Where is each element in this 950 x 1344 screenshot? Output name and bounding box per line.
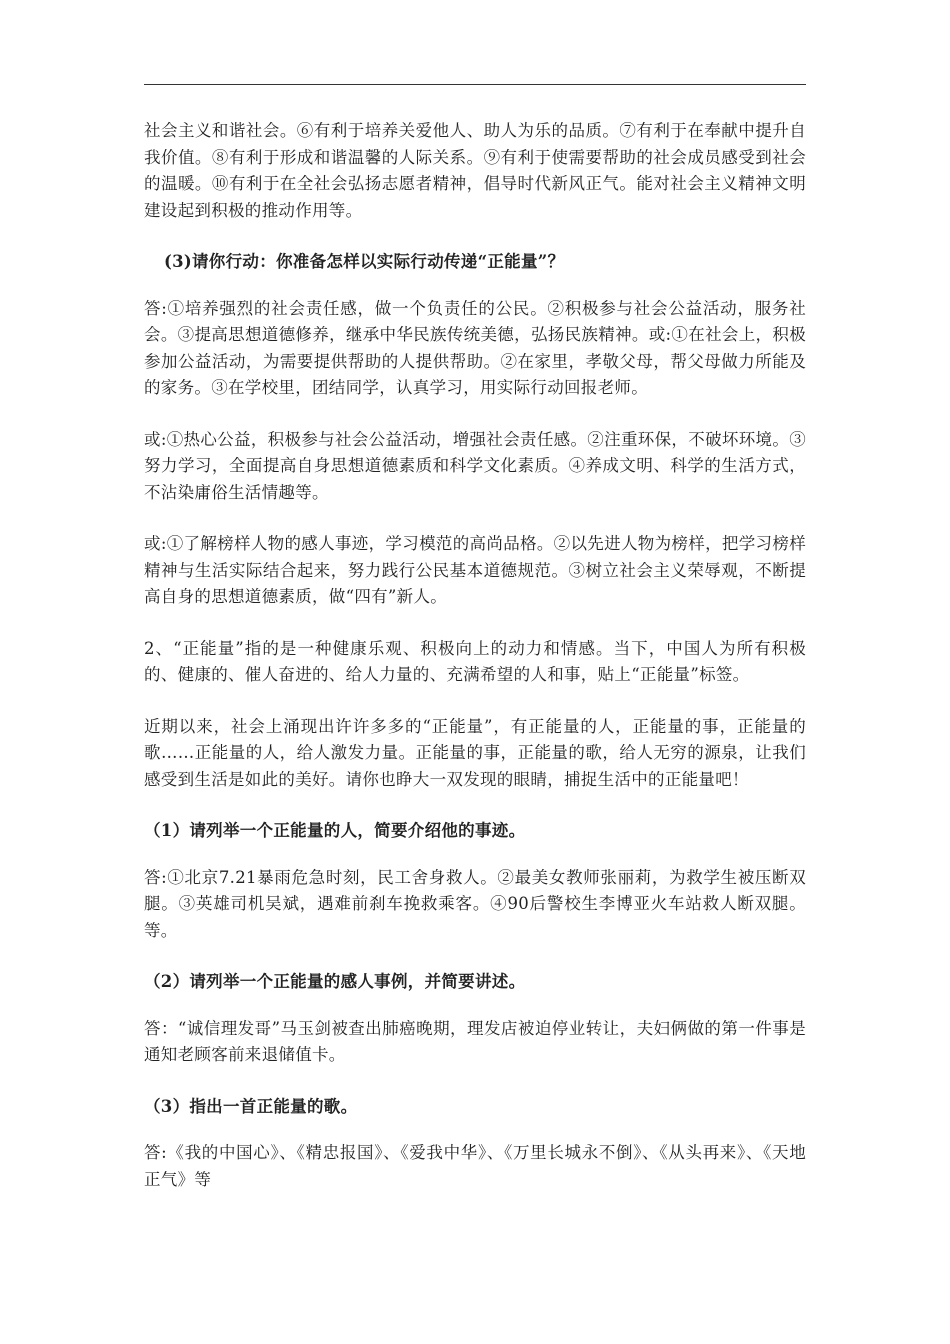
alternative-answer-paragraph: 或:①了解榜样人物的感人事迹，学习模范的高尚品格。②以先进人物为榜样，把学习榜样精神与生活实际结合起来，努力践行公民基本道德规范。③树立社会主义荣辱观，不断提高自身的思想道德素质，做“四有”新人。: [144, 534, 806, 606]
alternative-answer-paragraph: 或:①热心公益，积极参与社会公益活动，增强社会责任感。②注重环保，不破坏环境。③努力学习，全面提高自身思想道德素质和科学文化素质。④养成文明、科学的生活方式，不沾染庸俗生活情趣等。: [144, 429, 806, 502]
sub-answer-3: 答:《我的中国心》、《精忠报国》、《爱我中华》、《万里长城永不倒》、《从头再来》、《天地正气》等: [144, 1143, 806, 1189]
question-3-heading: (3)请你行动：你准备怎样以实际行动传递“正能量”？: [164, 252, 565, 271]
question-2-intro: 2、“正能量”指的是一种健康乐观、积极向上的动力和情感。当下，中国人为所有积极的、健康的、催人奋进的、给人力量的、充满希望的人和事，贴上“正能量”标签。: [144, 638, 806, 684]
question-2-context: 近期以来，社会上涌现出许许多多的“正能量”，有正能量的人，正能量的事，正能量的歌……正能量的人，给人激发力量。正能量的事，正能量的歌，给人无穷的源泉，让我们感受到生活是如此的美好。请你也睁大一双发现的眼睛，捕捉生活中的正能量吧！: [144, 716, 806, 789]
answer-paragraph: 答:①培养强烈的社会责任感，做一个负责任的公民。②积极参与社会公益活动，服务社会。③提高思想道德修养，继承中华民族传统美德，弘扬民族精神。或:①在社会上，积极参加公益活动，为需要提供帮助的人提供帮助。②在家里，孝敬父母，帮父母做力所能及的家务。③在学校里，团结同学，认真学习，用实际行动回报老师。: [144, 298, 806, 397]
paragraph-continuation: 社会主义和谐社会。⑥有利于培养关爱他人、助人为乐的品质。⑦有利于在奉献中提升自我价值。⑧有利于形成和谐温馨的人际关系。⑨有利于使需要帮助的社会成员感受到社会的温暖。⑩有利于在全社会弘扬志愿者精神，倡导时代新风正气。能对社会主义精神文明建设起到积极的推动作用等。: [144, 121, 806, 220]
sub-question-2-heading: （2）请列举一个正能量的感人事例，并简要讲述。: [144, 972, 526, 991]
sub-answer-1: 答:①北京7.21暴雨危急时刻，民工舍身救人。②最美女教师张丽莉，为救学生被压断双腿。③英雄司机吴斌，遇难前刹车挽救乘客。④90后警校生李博亚火车站救人断双腿。等。: [144, 867, 806, 940]
header-rule: [144, 84, 806, 85]
document-body: [144, 118, 806, 1218]
sub-answer-2: 答：“诚信理发哥”马玉剑被查出肺癌晚期，理发店被迫停业转让，夫妇俩做的第一件事是通知老顾客前来退储值卡。: [144, 1018, 806, 1064]
sub-question-3-heading: （3）指出一首正能量的歌。: [144, 1096, 358, 1116]
sub-question-1-heading: （1）请列举一个正能量的人，简要介绍他的事迹。: [144, 821, 526, 840]
